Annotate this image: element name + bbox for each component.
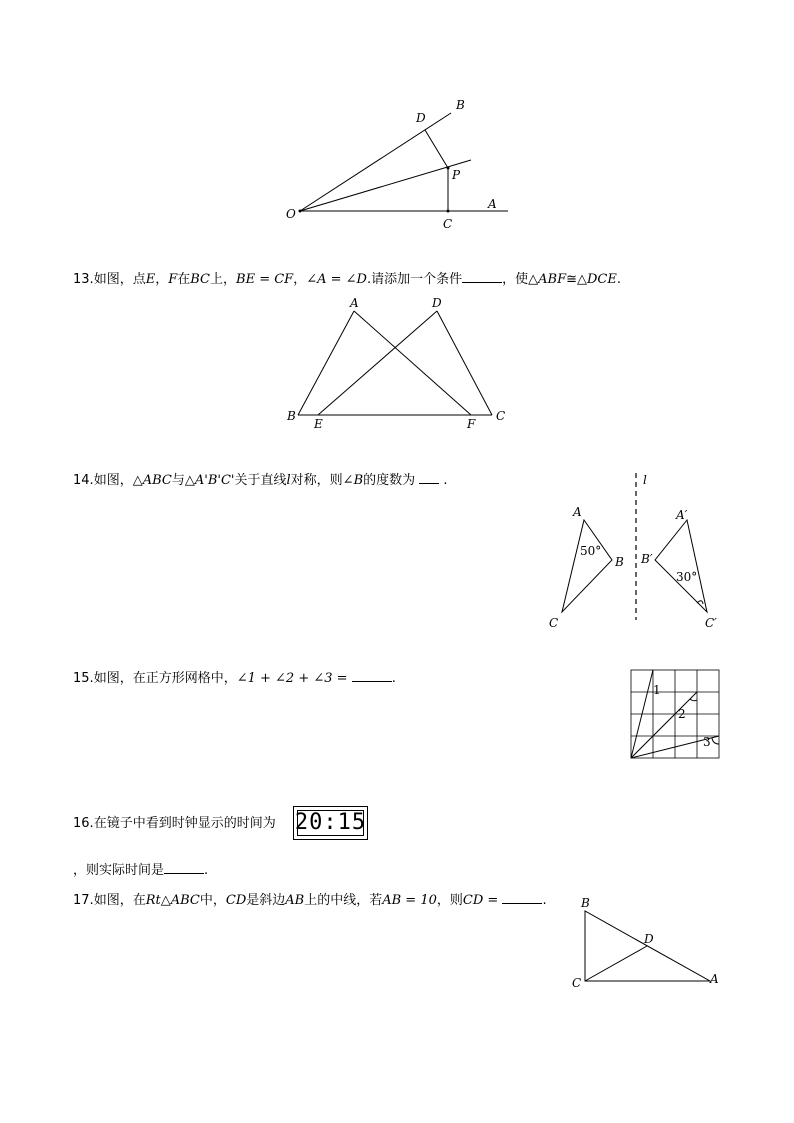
q13-text: ，使 — [502, 272, 529, 287]
q17-math: CD = — [462, 893, 499, 908]
q16-text: . — [204, 863, 209, 878]
median-cd — [585, 946, 647, 981]
q17-text: 中， — [199, 893, 226, 908]
label-d: D — [644, 932, 654, 946]
q13-number: 13. — [73, 272, 94, 287]
q14-text: 关于直线 — [234, 473, 287, 488]
q17-text: ，则 — [436, 893, 463, 908]
clock-display: 20:15 — [294, 810, 367, 835]
q14-text: 的度数为 — [363, 473, 416, 488]
q13-math: ∠A = ∠D — [306, 272, 367, 287]
label-b2: B′ — [641, 552, 653, 566]
q17-math: CD — [225, 893, 247, 908]
label-e: E — [314, 417, 323, 431]
label-3: 3 — [703, 735, 711, 749]
q17-math: AB — [285, 893, 305, 908]
q14-text: 对称，则 — [290, 473, 343, 488]
q17-number: 17. — [73, 893, 94, 908]
q14-math: ∠B — [342, 473, 364, 488]
q13-text: 在 — [177, 272, 191, 287]
q17-math: AB = 10 — [382, 893, 437, 908]
q16-text: 在镜子中看到时钟显示的时间为 — [93, 816, 276, 831]
label-a30: 30° — [676, 570, 698, 584]
label-o: O — [286, 207, 296, 221]
q13-math: BE = CF — [236, 272, 294, 287]
q17-text: 是斜边 — [246, 893, 286, 908]
q13-text: ， — [155, 272, 169, 287]
q13-math: △DCE — [577, 272, 617, 287]
q17-math: △ABC — [160, 893, 200, 908]
label-d: D — [432, 296, 442, 310]
q14-math: △ABC — [132, 473, 172, 488]
label-b: B — [615, 555, 624, 569]
q13-text: 如图，点 — [93, 272, 146, 287]
q15-text: 如图，在正方形网格中， — [93, 671, 237, 686]
label-c2: C′ — [705, 616, 717, 630]
label-p: P — [452, 168, 461, 182]
q15-text: . — [391, 671, 396, 686]
label-c: C — [496, 409, 506, 423]
q14-text: 如图， — [93, 473, 133, 488]
q14-number: 14. — [73, 473, 94, 488]
label-f: F — [467, 417, 476, 431]
q13-math: ≅ — [566, 272, 578, 287]
q14-math: △A'B'C' — [184, 473, 235, 488]
label-a: A — [710, 972, 719, 986]
q15-math: ∠1 + ∠2 + ∠3 = — [236, 671, 348, 686]
q17-math: Rt — [145, 893, 161, 908]
label-c: C — [549, 616, 559, 630]
q14-math: l — [286, 473, 291, 488]
q17-text: 上的中线，若 — [304, 893, 383, 908]
label-b: B — [456, 98, 465, 112]
label-a: A — [488, 197, 497, 211]
q13-math: F — [168, 272, 178, 287]
label-b: B — [287, 409, 296, 423]
label-c: C — [443, 217, 453, 231]
q15-number: 15. — [73, 671, 94, 686]
q13-text: .请添加一个条件 — [366, 272, 463, 287]
label-c: C — [572, 976, 582, 990]
q13-math: △ABF — [528, 272, 567, 287]
q13-math: BC — [190, 272, 211, 287]
label-a2: A′ — [676, 508, 688, 522]
q14-text: . — [443, 473, 448, 488]
label-a50: 50° — [580, 544, 602, 558]
label-2: 2 — [678, 707, 686, 721]
q13-text: 上， — [210, 272, 237, 287]
q14-text: 与 — [171, 473, 185, 488]
q13-text: . — [616, 272, 622, 287]
q17-text: 如图，在 — [93, 893, 146, 908]
label-1: 1 — [653, 683, 661, 697]
label-a: A — [350, 296, 359, 310]
label-d: D — [416, 111, 426, 125]
q16-text: ，则实际时间是 — [73, 863, 165, 878]
q16-number: 16. — [73, 816, 94, 831]
q17-text: . — [542, 893, 547, 908]
label-a: A — [573, 505, 582, 519]
label-b: B — [581, 896, 590, 910]
q13-text: ， — [293, 272, 307, 287]
label-l: l — [643, 473, 647, 487]
q13-math: E — [145, 272, 156, 287]
